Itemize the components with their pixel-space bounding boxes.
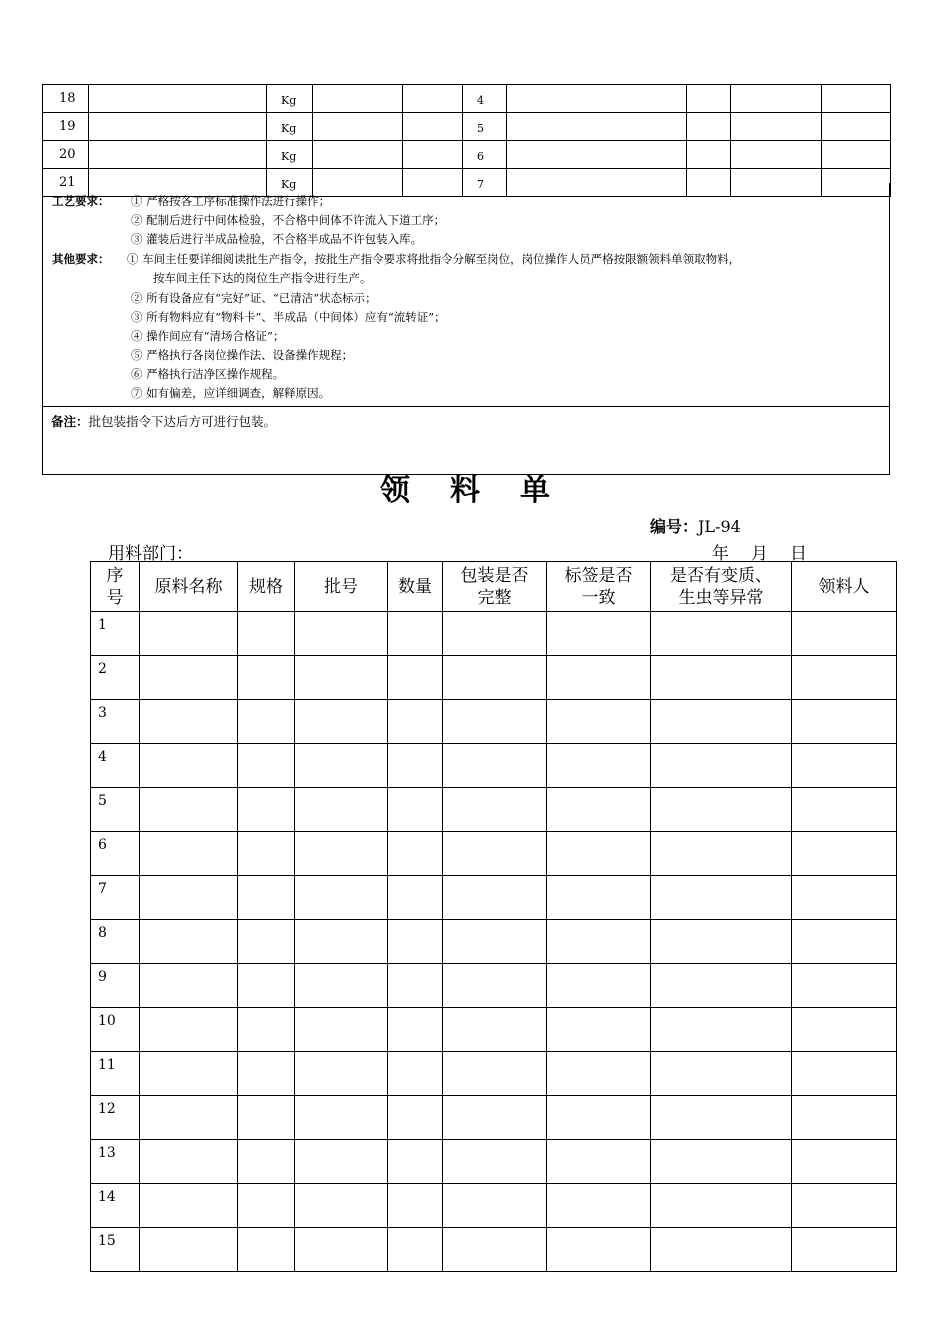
table-cell[interactable] [443,744,547,788]
table-row [91,832,897,876]
unit-cell: Kg [267,85,313,113]
table-cell[interactable] [443,1008,547,1052]
table-cell[interactable] [388,964,443,1008]
blank-cell [822,141,891,169]
table-cell[interactable] [547,1052,651,1096]
material-name-cell [89,113,267,141]
table-cell[interactable] [140,744,238,788]
table-cell[interactable] [140,612,238,656]
table-cell[interactable] [388,612,443,656]
table-cell[interactable] [140,788,238,832]
table-cell[interactable] [238,700,295,744]
table-cell[interactable] [388,1096,443,1140]
blank-cell [687,85,731,113]
date-month: 月 [751,544,768,564]
table-cell[interactable] [388,1008,443,1052]
table-cell[interactable] [443,1228,547,1272]
material-name-cell [507,141,687,169]
table-row [91,612,897,656]
table-cell[interactable] [295,788,388,832]
table-cell[interactable] [547,1184,651,1228]
row-number: 12 [91,1096,140,1140]
row-left-number: 18 [43,85,89,113]
table-cell[interactable] [238,1052,295,1096]
table-cell[interactable] [443,1140,547,1184]
table-cell[interactable] [140,1140,238,1184]
table-cell[interactable] [295,876,388,920]
table-cell[interactable] [388,1140,443,1184]
table-cell[interactable] [792,1140,897,1184]
table-cell[interactable] [443,1184,547,1228]
material-requisition-table [90,561,897,1272]
unit-cell: Kg [267,113,313,141]
row-number: 3 [91,700,140,744]
material-name-cell [89,141,267,169]
table-cell[interactable] [547,964,651,1008]
form-code [650,514,741,537]
table-cell[interactable] [651,1008,792,1052]
table-cell[interactable] [388,656,443,700]
other-requirement-1: ① 车间主任要详细阅读批生产指令，按批生产指令要求将批指令分解至岗位，岗位操作人员严格按限额领料单领取物料， [127,252,741,266]
table-cell[interactable] [295,964,388,1008]
table-cell[interactable] [295,920,388,964]
table-cell[interactable] [140,656,238,700]
row-number: 14 [91,1184,140,1228]
table-cell[interactable] [547,920,651,964]
form-code-label: 编号： [650,517,699,536]
table-cell[interactable] [238,876,295,920]
unit-cell: Kg [267,141,313,169]
row-right-number: 5 [463,113,507,141]
table-row [91,1228,897,1272]
table-cell[interactable] [295,744,388,788]
table-row [91,788,897,832]
table-cell[interactable] [443,1096,547,1140]
table-cell[interactable] [547,744,651,788]
table-cell[interactable] [388,1228,443,1272]
other-requirement-6: ⑥ 严格执行洁净区操作规程。 [131,367,285,381]
table-cell[interactable] [547,1008,651,1052]
process-requirements-label: 工艺要求： [52,194,110,208]
row-number: 10 [91,1008,140,1052]
table-cell[interactable] [388,1184,443,1228]
table-cell[interactable] [651,1228,792,1272]
row-left-number: 19 [43,113,89,141]
table-cell[interactable] [140,964,238,1008]
table-row [91,1140,897,1184]
table-cell[interactable] [140,920,238,964]
table-cell[interactable] [238,1228,295,1272]
table-cell[interactable] [547,876,651,920]
remark-label: 备注： [51,414,89,429]
table-cell[interactable] [443,832,547,876]
row-number: 8 [91,920,140,964]
table-cell[interactable] [547,1140,651,1184]
table-cell[interactable] [547,700,651,744]
row-left-number: 21 [43,169,89,197]
unit-cell: Kg [267,169,313,197]
table-cell[interactable] [443,788,547,832]
table-cell[interactable] [547,832,651,876]
table-cell[interactable] [792,744,897,788]
table-row [91,920,897,964]
date-day: 日 [790,544,807,564]
table-cell[interactable] [792,1008,897,1052]
column-header: 原料名称 [140,562,238,612]
batch-table-row [43,85,891,113]
table-cell[interactable] [792,788,897,832]
table-cell[interactable] [792,1184,897,1228]
blank-cell [403,141,463,169]
table-cell[interactable] [792,1052,897,1096]
table-cell[interactable] [443,876,547,920]
table-cell[interactable] [651,700,792,744]
date-year: 年 [712,544,729,564]
table-row [91,1096,897,1140]
column-header: 包装是否 完整 [443,562,547,612]
row-number: 15 [91,1228,140,1272]
table-row [91,1184,897,1228]
column-header: 序 号 [91,562,140,612]
blank-cell [822,113,891,141]
remark-text: 批包装指令下达后方可进行包装。 [88,414,277,429]
table-cell[interactable] [295,656,388,700]
table-cell[interactable] [295,1228,388,1272]
table-cell[interactable] [238,1096,295,1140]
table-cell[interactable] [547,788,651,832]
amount-cell [313,113,403,141]
table-cell[interactable] [651,1184,792,1228]
table-cell[interactable] [443,612,547,656]
table-cell[interactable] [238,1184,295,1228]
table-cell[interactable] [547,656,651,700]
row-number: 7 [91,876,140,920]
table-cell[interactable] [388,788,443,832]
blank-cell [403,85,463,113]
table-cell[interactable] [792,876,897,920]
other-requirement-5: ⑤ 严格执行各岗位操作法、设备操作规程； [131,348,354,362]
table-cell[interactable] [140,832,238,876]
table-cell[interactable] [238,832,295,876]
table-cell[interactable] [651,832,792,876]
table-cell[interactable] [651,1052,792,1096]
row-right-number: 7 [463,169,507,197]
amount-cell [313,85,403,113]
table-cell[interactable] [547,612,651,656]
table-row [91,1052,897,1096]
blank-cell [822,85,891,113]
process-requirement-3: ③ 灌装后进行半成品检验，不合格半成品不许包装入库。 [131,232,423,246]
table-cell[interactable] [388,876,443,920]
table-row [91,964,897,1008]
table-cell[interactable] [140,1096,238,1140]
table-row [91,1008,897,1052]
table-cell[interactable] [792,832,897,876]
table-cell[interactable] [295,1096,388,1140]
other-requirement-2: ② 所有设备应有“完好”证、“已清洁”状态标示； [131,291,377,305]
table-cell[interactable] [295,1052,388,1096]
table-cell[interactable] [295,612,388,656]
table-cell[interactable] [295,1140,388,1184]
blank-cell [687,141,731,169]
table-row [91,744,897,788]
table-cell[interactable] [140,1184,238,1228]
table-cell[interactable] [792,920,897,964]
amount-cell [313,141,403,169]
table-cell[interactable] [651,876,792,920]
table-cell[interactable] [388,700,443,744]
table-cell[interactable] [792,1096,897,1140]
row-number: 9 [91,964,140,1008]
row-number: 1 [91,612,140,656]
column-header: 数量 [388,562,443,612]
table-cell[interactable] [388,744,443,788]
process-requirement-1: ① 严格按各工序标准操作法进行操作； [131,194,331,208]
material-name-cell [507,85,687,113]
batch-table-row [43,113,891,141]
table-cell[interactable] [651,788,792,832]
blank-cell [403,113,463,141]
row-number: 11 [91,1052,140,1096]
process-requirement-2: ② 配制后进行中间体检验，不合格中间体不许流入下道工序； [131,213,446,227]
table-cell[interactable] [443,700,547,744]
material-name-cell [507,113,687,141]
other-requirement-7: ⑦ 如有偏差，应详细调查，解释原因。 [131,386,331,400]
row-right-number: 6 [463,141,507,169]
table-cell[interactable] [443,656,547,700]
blank-cell [731,113,822,141]
row-number: 6 [91,832,140,876]
table-cell[interactable] [547,1228,651,1272]
batch-table-row [43,141,891,169]
table-cell[interactable] [295,700,388,744]
row-number: 4 [91,744,140,788]
table-cell[interactable] [443,920,547,964]
requirements-section [42,183,890,407]
column-header: 是否有变质、 生虫等异常 [651,562,792,612]
table-cell[interactable] [547,1096,651,1140]
table-cell[interactable] [295,1008,388,1052]
other-requirements-label: 其他要求： [52,252,110,266]
blank-cell [687,113,731,141]
table-cell[interactable] [238,656,295,700]
table-cell[interactable] [140,1052,238,1096]
other-requirement-1-cont: 按车间主任下达的岗位生产指令进行生产。 [153,271,372,285]
row-right-number: 4 [463,85,507,113]
table-row [91,656,897,700]
other-requirement-4: ④ 操作间应有“清场合格证”； [131,329,285,343]
blank-cell [731,141,822,169]
table-cell[interactable] [295,1184,388,1228]
material-name-cell [89,85,267,113]
row-number: 5 [91,788,140,832]
table-cell[interactable] [238,744,295,788]
table-cell[interactable] [651,964,792,1008]
table-cell[interactable] [792,656,897,700]
table-cell[interactable] [651,656,792,700]
table-row [91,700,897,744]
table-cell[interactable] [651,612,792,656]
row-left-number: 20 [43,141,89,169]
table-cell[interactable] [140,700,238,744]
table-cell[interactable] [238,788,295,832]
column-header: 规格 [238,562,295,612]
other-requirement-3: ③ 所有物料应有“物料卡”、半成品（中间体）应有“流转证”； [131,310,446,324]
table-cell[interactable] [238,612,295,656]
table-cell[interactable] [238,1008,295,1052]
column-header: 批号 [295,562,388,612]
form-code-value: JL-94 [698,517,741,536]
blank-cell [731,85,822,113]
table-cell[interactable] [295,832,388,876]
department-label: 用料部门： [108,544,193,564]
batch-material-table [42,84,891,197]
table-cell[interactable] [238,964,295,1008]
table-cell[interactable] [140,1228,238,1272]
row-number: 13 [91,1140,140,1184]
column-header: 领料人 [792,562,897,612]
table-cell[interactable] [443,1052,547,1096]
table-cell[interactable] [651,1140,792,1184]
table-cell[interactable] [792,700,897,744]
table-cell[interactable] [651,920,792,964]
table-cell[interactable] [651,1096,792,1140]
form-title: 领料单 [380,473,590,508]
table-cell[interactable] [443,964,547,1008]
table-cell[interactable] [651,744,792,788]
table-cell[interactable] [140,1008,238,1052]
table-cell[interactable] [238,920,295,964]
column-header: 标签是否 一致 [547,562,651,612]
table-cell[interactable] [140,876,238,920]
table-cell[interactable] [792,612,897,656]
table-cell[interactable] [388,1052,443,1096]
table-cell[interactable] [388,832,443,876]
table-cell[interactable] [388,920,443,964]
table-cell[interactable] [792,964,897,1008]
row-number: 2 [91,656,140,700]
table-cell[interactable] [792,1228,897,1272]
table-row [91,876,897,920]
table-cell[interactable] [238,1140,295,1184]
